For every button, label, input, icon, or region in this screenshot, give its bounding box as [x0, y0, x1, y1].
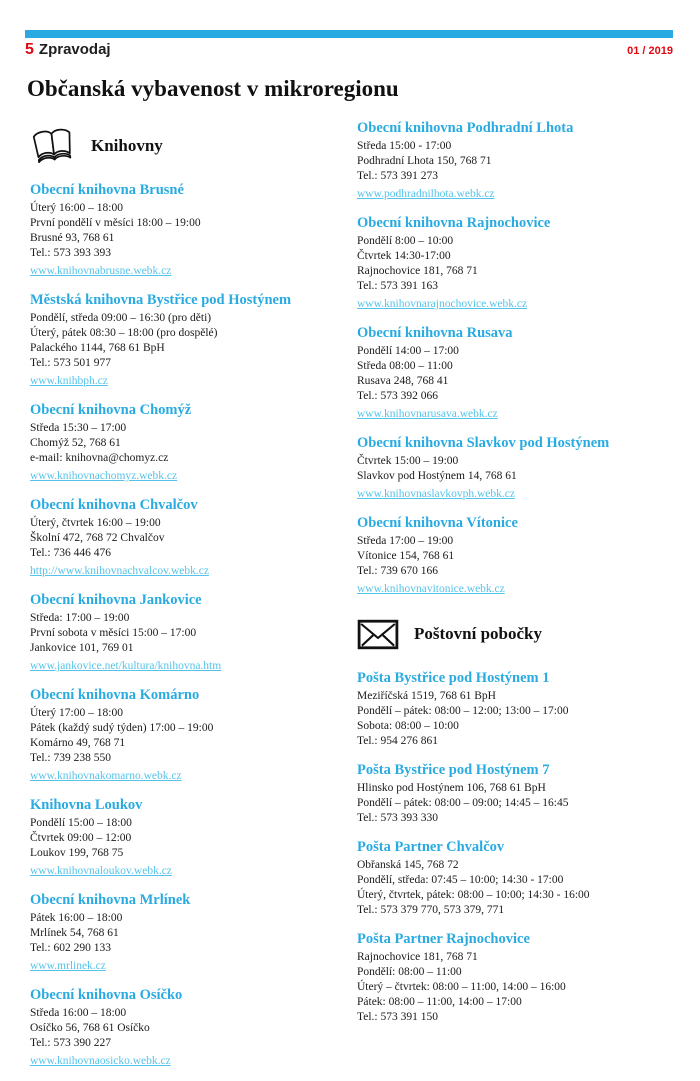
- entry-website-link[interactable]: www.knihovnarusava.webk.cz: [357, 408, 498, 420]
- directory-entry: [357, 930, 675, 1025]
- directory-entry: [357, 669, 675, 749]
- directory-entry: [357, 119, 675, 202]
- entry-name: Městská knihovna Bystřice pod Hostýnem: [30, 292, 292, 308]
- post-offices-list: [357, 669, 675, 1025]
- post-offices-section-title: Poštovní pobočky: [414, 624, 542, 643]
- entry-name: Obecní knihovna Osíčko: [30, 987, 183, 1003]
- directory-entry: [357, 214, 675, 312]
- entry-detail-line: Chomýž 52, 768 61: [30, 437, 121, 449]
- entry-detail-line: První sobota v měsíci 15:00 – 17:00: [30, 627, 197, 639]
- entry-detail-line: Pondělí 8:00 – 10:00: [357, 235, 454, 247]
- entry-name: Knihovna Loukov: [30, 797, 143, 813]
- entry-website-link[interactable]: www.knihovnachomyz.webk.cz: [30, 470, 178, 482]
- page-title: Občanská vybavenost v mikroregionu: [27, 76, 399, 101]
- directory-entry: [30, 496, 345, 579]
- entry-name: Obecní knihovna Jankovice: [30, 592, 202, 608]
- entry-detail-line: Úterý – čtvrtek: 08:00 – 11:00, 14:00 – 16:00: [357, 981, 566, 993]
- entry-detail-line: Rajnochovice 181, 768 71: [357, 265, 478, 277]
- entry-website-link[interactable]: www.jankovice.net/kultura/knihovna.htm: [30, 660, 222, 672]
- entry-detail-line: Úterý, čtvrtek, pátek: 08:00 – 10:00; 14:30 - 16:00: [357, 889, 590, 901]
- entry-name: Obecní knihovna Chomýž: [30, 402, 192, 418]
- entry-detail-line: Pondělí, středa 09:00 – 16:30 (pro děti): [30, 312, 212, 324]
- issue-number: 01 / 2019: [627, 45, 673, 57]
- entry-detail-line: e-mail: knihovna@chomyz.cz: [30, 452, 169, 464]
- entry-detail-line: Slavkov pod Hostýnem 14, 768 61: [357, 470, 517, 482]
- entry-website-link[interactable]: www.knihovnavitonice.webk.cz: [357, 583, 505, 595]
- entry-detail-line: Vítonice 154, 768 61: [357, 550, 455, 562]
- entry-detail-line: Jankovice 101, 769 01: [30, 642, 134, 654]
- directory-entry: [357, 761, 675, 826]
- entry-detail-line: Čtvrtek 09:00 – 12:00: [30, 832, 132, 844]
- entry-detail-line: Úterý 17:00 – 18:00: [30, 707, 123, 719]
- entry-name: Pošta Bystřice pod Hostýnem 1: [357, 670, 550, 686]
- entry-detail-line: Pátek (každý sudý týden) 17:00 – 19:00: [30, 722, 214, 734]
- entry-website-link[interactable]: www.knihovnarajnochovice.webk.cz: [357, 298, 528, 310]
- entry-detail-line: Mrlínek 54, 768 61: [30, 927, 119, 939]
- entry-detail-line: Pondělí – pátek: 08:00 – 12:00; 13:00 – 17:00: [357, 705, 569, 717]
- entry-detail-line: Pondělí – pátek: 08:00 – 09:00; 14:45 – 16:45: [357, 797, 569, 809]
- entry-detail-line: Sobota: 08:00 – 10:00: [357, 720, 459, 732]
- directory-entry: [30, 401, 345, 484]
- entry-detail-line: Osíčko 56, 768 61 Osíčko: [30, 1022, 150, 1034]
- entry-detail-line: Tel.: 573 391 150: [357, 1011, 438, 1023]
- entry-detail-line: Rajnochovice 181, 768 71: [357, 951, 478, 963]
- open-book-icon: [30, 125, 76, 167]
- entry-website-link[interactable]: www.knihbph.cz: [30, 375, 108, 387]
- entry-detail-line: Středa 08:00 – 11:00: [357, 360, 453, 372]
- entry-website-link[interactable]: www.knihovnabrusne.webk.cz: [30, 265, 172, 277]
- entry-detail-line: Tel.: 573 392 066: [357, 390, 438, 402]
- page-number: 5: [25, 41, 34, 58]
- entry-name: Pošta Partner Rajnochovice: [357, 931, 530, 947]
- header-accent-bar: [25, 30, 673, 38]
- entry-name: Pošta Partner Chvalčov: [357, 839, 505, 855]
- entry-detail-line: Středa 16:00 – 18:00: [30, 1007, 127, 1019]
- entry-detail-line: Středa 17:00 – 19:00: [357, 535, 454, 547]
- entry-name: Obecní knihovna Podhradní Lhota: [357, 120, 574, 136]
- entry-name: Pošta Bystřice pod Hostýnem 7: [357, 762, 550, 778]
- entry-detail-line: Úterý, pátek 08:30 – 18:00 (pro dospělé): [30, 327, 218, 339]
- entry-name: Obecní knihovna Brusné: [30, 182, 184, 198]
- masthead-left: [25, 41, 111, 59]
- entry-website-link[interactable]: www.knihovnaloukov.webk.cz: [30, 865, 172, 877]
- entry-detail-line: Pátek 16:00 – 18:00: [30, 912, 123, 924]
- directory-entry: [30, 291, 345, 389]
- entry-detail-line: Pondělí, středa: 07:45 – 10:00; 14:30 - 17:00: [357, 874, 564, 886]
- entry-detail-line: Úterý 16:00 – 18:00: [30, 202, 123, 214]
- entry-website-link[interactable]: www.knihovnaosicko.webk.cz: [30, 1055, 171, 1067]
- entry-detail-line: Tel.: 573 393 330: [357, 812, 438, 824]
- entry-detail-line: Meziříčská 1519, 768 61 BpH: [357, 690, 496, 702]
- entry-detail-line: Tel.: 736 446 476: [30, 547, 111, 559]
- entry-website-link[interactable]: www.podhradnilhota.webk.cz: [357, 188, 495, 200]
- entry-detail-line: Tel.: 739 670 166: [357, 565, 438, 577]
- directory-entry: [30, 591, 345, 674]
- entry-detail-line: Tel.: 954 276 861: [357, 735, 438, 747]
- entry-detail-line: Pondělí 15:00 – 18:00: [30, 817, 132, 829]
- entry-detail-line: První pondělí v měsíci 18:00 – 19:00: [30, 217, 201, 229]
- newsletter-name: Zpravodaj: [38, 41, 111, 58]
- entry-detail-line: Tel.: 573 501 977: [30, 357, 111, 369]
- envelope-icon: [357, 619, 399, 650]
- entry-detail-line: Pondělí 14:00 – 17:00: [357, 345, 459, 357]
- entry-detail-line: Tel.: 573 379 770, 573 379, 771: [357, 904, 505, 916]
- entry-detail-line: Hlinsko pod Hostýnem 106, 768 61 BpH: [357, 782, 546, 794]
- entry-detail-line: Čtvrtek 15:00 – 19:00: [357, 455, 459, 467]
- left-column: [30, 119, 345, 1081]
- directory-entry: [357, 838, 675, 918]
- entry-website-link[interactable]: www.knihovnaslavkovph.webk.cz: [357, 488, 515, 500]
- libraries-list-right: [357, 119, 675, 597]
- entry-detail-line: Středa 15:30 – 17:00: [30, 422, 127, 434]
- entry-detail-line: Tel.: 573 390 227: [30, 1037, 111, 1049]
- entry-website-link[interactable]: www.mrlinek.cz: [30, 960, 106, 972]
- entry-detail-line: Pondělí: 08:00 – 11:00: [357, 966, 462, 978]
- directory-entry: [30, 891, 345, 974]
- entry-detail-line: Školní 472, 768 72 Chvalčov: [30, 532, 165, 544]
- directory-entry: [357, 434, 675, 502]
- directory-entry: [30, 986, 345, 1069]
- entry-detail-line: Obřanská 145, 768 72: [357, 859, 459, 871]
- entry-detail-line: Brusné 93, 768 61: [30, 232, 115, 244]
- entry-detail-line: Pátek: 08:00 – 11:00, 14:00 – 17:00: [357, 996, 522, 1008]
- entry-detail-line: Rusava 248, 768 41: [357, 375, 449, 387]
- entry-detail-line: Úterý, čtvrtek 16:00 – 19:00: [30, 517, 161, 529]
- entry-detail-line: Tel.: 573 391 273: [357, 170, 438, 182]
- entry-detail-line: Loukov 199, 768 75: [30, 847, 124, 859]
- entry-detail-line: Podhradní Lhota 150, 768 71: [357, 155, 492, 167]
- entry-name: Obecní knihovna Rajnochovice: [357, 215, 551, 231]
- entry-detail-line: Komárno 49, 768 71: [30, 737, 126, 749]
- masthead: [25, 41, 673, 59]
- entry-website-link[interactable]: www.knihovnakomarno.webk.cz: [30, 770, 182, 782]
- entry-website-link[interactable]: http://www.knihovnachvalcov.webk.cz: [30, 565, 209, 577]
- entry-detail-line: Palackého 1144, 768 61 BpH: [30, 342, 165, 354]
- directory-entry: [30, 181, 345, 279]
- entry-detail-line: Tel.: 573 393 393: [30, 247, 111, 259]
- entry-name: Obecní knihovna Vítonice: [357, 515, 518, 531]
- entry-name: Obecní knihovna Slavkov pod Hostýnem: [357, 435, 610, 451]
- entry-name: Obecní knihovna Chvalčov: [30, 497, 198, 513]
- directory-entry: [30, 796, 345, 879]
- entry-detail-line: Středa 15:00 - 17:00: [357, 140, 452, 152]
- libraries-section-header: [30, 121, 345, 171]
- libraries-section-title: Knihovny: [91, 136, 163, 155]
- entry-name: Obecní knihovna Mrlínek: [30, 892, 191, 908]
- entry-detail-line: Středa: 17:00 – 19:00: [30, 612, 130, 624]
- directory-entry: [357, 324, 675, 422]
- directory-entry: [30, 686, 345, 784]
- content-columns: [30, 119, 675, 1081]
- entry-detail-line: Tel.: 573 391 163: [357, 280, 438, 292]
- entry-detail-line: Tel.: 739 238 550: [30, 752, 111, 764]
- directory-entry: [357, 514, 675, 597]
- entry-detail-line: Tel.: 602 290 133: [30, 942, 111, 954]
- post-offices-section-header: [357, 609, 675, 659]
- right-column: [357, 119, 675, 1081]
- entry-name: Obecní knihovna Rusava: [357, 325, 513, 341]
- entry-detail-line: Čtvrtek 14:30-17:00: [357, 250, 451, 262]
- libraries-list-left: [30, 181, 345, 1069]
- entry-name: Obecní knihovna Komárno: [30, 687, 200, 703]
